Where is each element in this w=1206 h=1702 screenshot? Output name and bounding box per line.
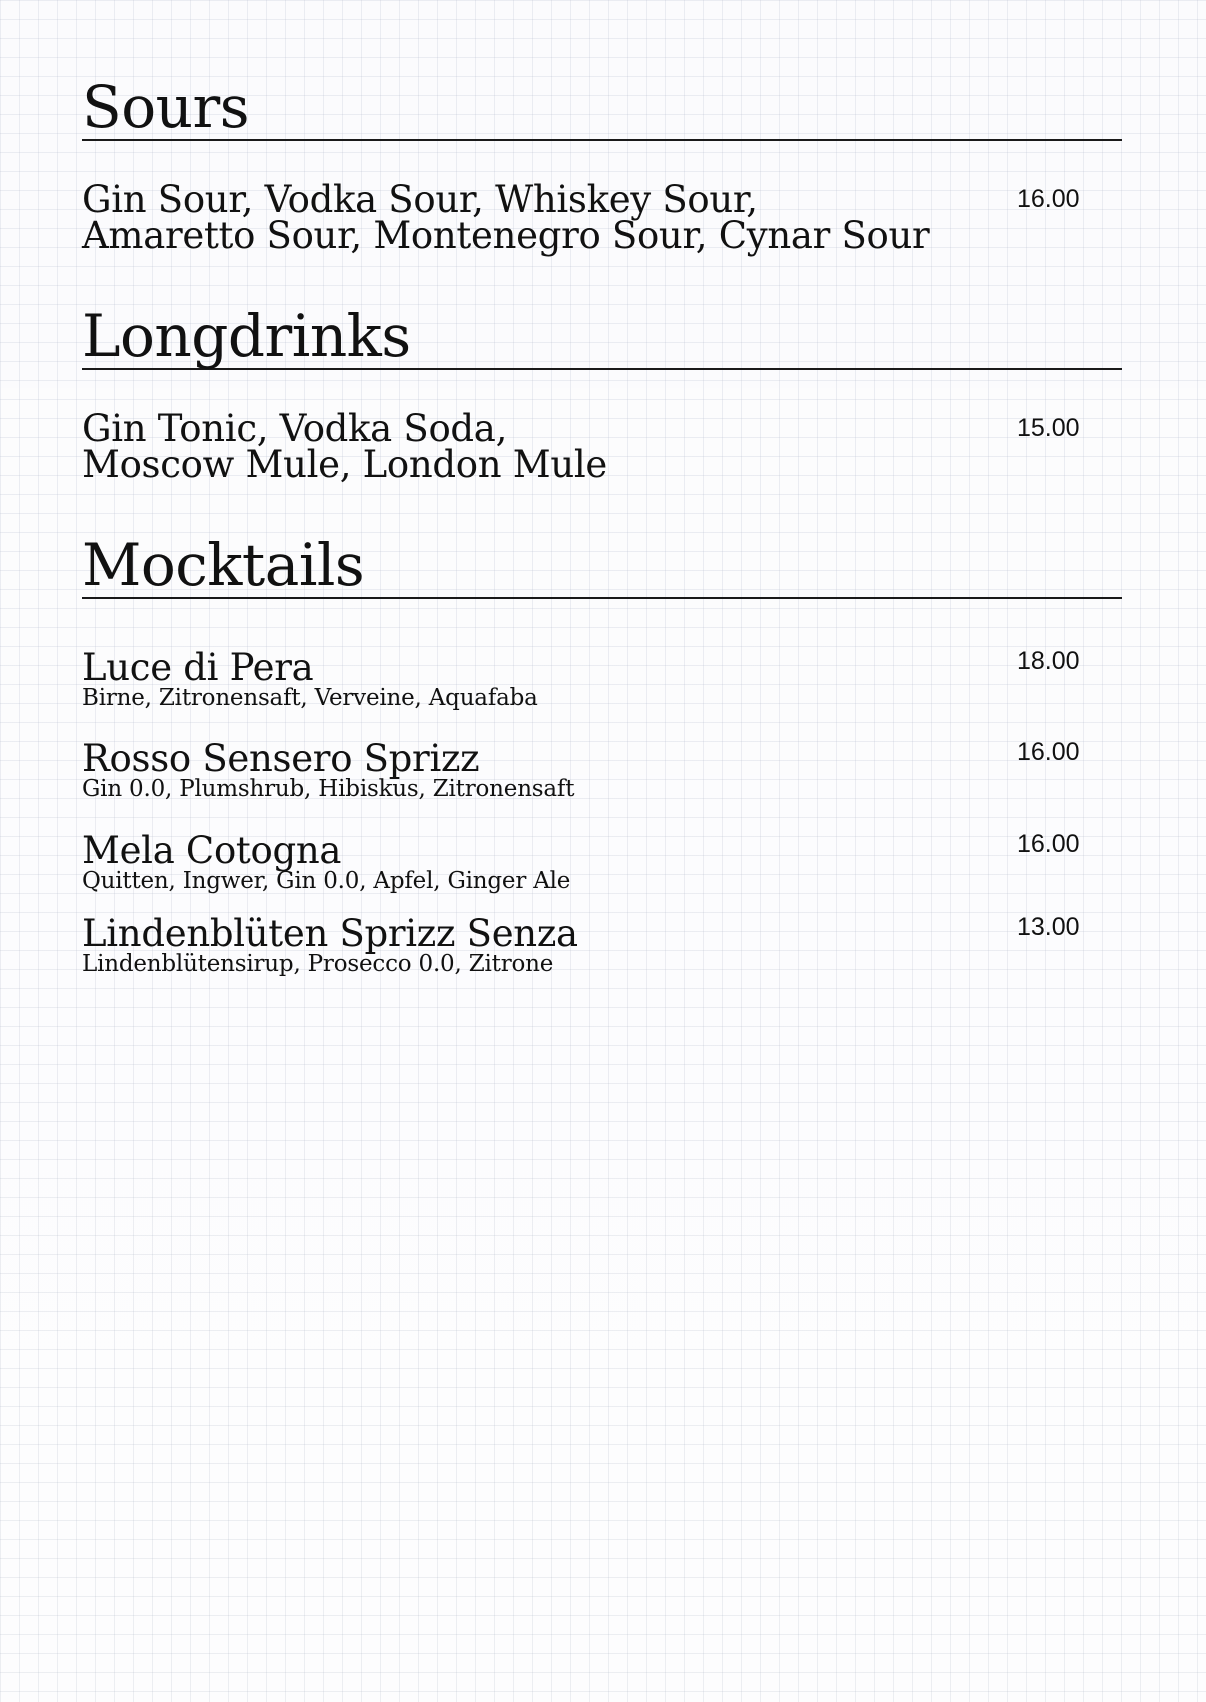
item-description: Lindenblütensirup, Prosecco 0.0, Zitrone [82,951,554,977]
item-description: Birne, Zitronensaft, Verveine, Aquafaba [82,685,538,711]
item-name: Lindenblüten Sprizz Senza [82,912,578,955]
item-name: Gin Tonic, Vodka Soda, Moscow Mule, London Mule [82,407,608,486]
menu-item [82,646,1122,711]
menu-item [82,737,1122,802]
item-name: Rosso Sensero Sprizz [82,737,480,780]
item-name: Luce di Pera [82,646,314,689]
item-price: 18.00 [1017,647,1080,675]
item-price: 16.00 [1017,185,1080,213]
menu-item [82,912,1122,977]
item-price: 16.00 [1017,830,1080,858]
section-title: Mocktails [82,536,1122,599]
item-name: Gin Sour, Vodka Sour, Whiskey Sour, Amaretto Sour, Montenegro Sour, Cynar Sour [82,178,930,257]
section-title: Longdrinks [82,307,1122,370]
section-sours [82,73,1122,141]
section-mocktails [82,531,1122,599]
menu-item [82,178,1122,257]
item-name: Mela Cotogna [82,829,342,872]
section-longdrinks [82,302,1122,370]
item-description: Gin 0.0, Plumshrub, Hibiskus, Zitronensaft [82,776,575,802]
item-price: 15.00 [1017,414,1080,442]
item-description: Quitten, Ingwer, Gin 0.0, Apfel, Ginger Ale [82,868,571,894]
item-price: 13.00 [1017,913,1080,941]
item-price: 16.00 [1017,738,1080,766]
menu-item [82,407,1122,486]
menu-item [82,829,1122,894]
section-title: Sours [82,78,1122,141]
